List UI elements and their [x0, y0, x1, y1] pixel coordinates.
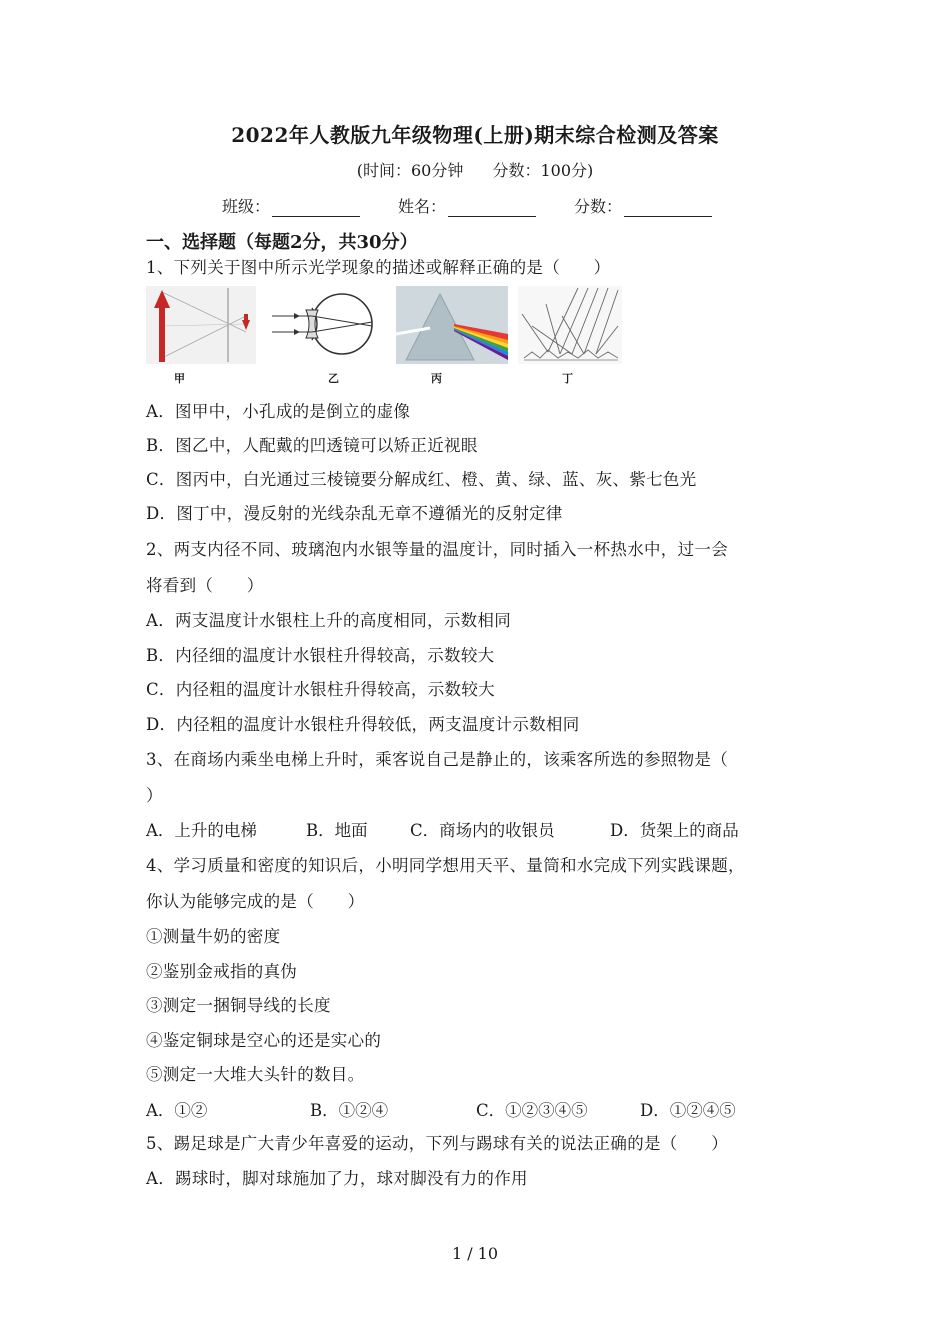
- q4-option-b[interactable]: B．①②④: [310, 1101, 389, 1120]
- q2-stem-line1: 2、两支内径不同、玻璃泡内水银等量的温度计，同时插入一杯热水中，过一会: [146, 540, 728, 559]
- q5-stem: 5、踢足球是广大青少年喜爱的运动，下列与踢球有关的说法正确的是（ ）: [146, 1134, 728, 1153]
- q2-option-a[interactable]: A．两支温度计水银柱上升的高度相同，示数相同: [146, 611, 512, 630]
- q3-option-c[interactable]: C．商场内的收银员: [410, 821, 555, 840]
- score-blank[interactable]: [624, 200, 712, 217]
- exam-subtitle: [0, 158, 950, 181]
- page-number: 1 / 10: [451, 1244, 499, 1263]
- q4-item-5: ⑤测定一大堆大头针的数目。: [146, 1065, 365, 1084]
- q4-item-2: ②鉴别金戒指的真伪: [146, 962, 298, 981]
- class-field[interactable]: [222, 194, 360, 217]
- name-blank[interactable]: [448, 200, 536, 217]
- prism-figure: [396, 286, 508, 364]
- q1-option-d[interactable]: D．图丁中，漫反射的光线杂乱无章不遵循光的反射定律: [146, 504, 563, 523]
- q4-option-c[interactable]: C．①②③④⑤: [476, 1101, 588, 1120]
- q2-option-b[interactable]: B．内径细的温度计水银柱升得较高，示数较大: [146, 646, 495, 665]
- pinhole-figure: [146, 286, 256, 364]
- q1-option-b[interactable]: B．图乙中，人配戴的凹透镜可以矫正近视眼: [146, 436, 478, 455]
- score-field[interactable]: [574, 194, 712, 217]
- name-field[interactable]: [398, 194, 536, 217]
- score-label: 分数：: [574, 197, 623, 216]
- figure-label-jia: 甲: [174, 372, 185, 385]
- student-info-row: [222, 194, 750, 217]
- q2-stem-line2: 将看到（ ）: [146, 576, 264, 595]
- q4-option-a[interactable]: A．①②: [146, 1101, 208, 1120]
- q1-stem: 1、下列关于图中所示光学现象的描述或解释正确的是（ ）: [146, 258, 611, 277]
- figure-label-bing: 丙: [431, 372, 442, 385]
- q1-option-c[interactable]: C．图丙中，白光通过三棱镜要分解成红、橙、黄、绿、蓝、灰、紫七色光: [146, 470, 697, 489]
- figure-label-ding: 丁: [562, 372, 573, 385]
- q3-option-d[interactable]: D．货架上的商品: [610, 821, 739, 840]
- name-label: 姓名：: [398, 197, 447, 216]
- eye-lens-figure: [270, 286, 380, 364]
- q1-option-a[interactable]: A．图甲中，小孔成的是倒立的虚像: [146, 402, 411, 421]
- time-info: (时间：60分钟: [356, 161, 464, 180]
- q4-item-1: ①测量牛奶的密度: [146, 927, 281, 946]
- q4-option-d[interactable]: D．①②④⑤: [640, 1101, 736, 1120]
- class-blank[interactable]: [272, 200, 360, 217]
- class-label: 班级：: [222, 197, 271, 216]
- q3-stem-line1: 3、在商场内乘坐电梯上升时，乘客说自己是静止的，该乘客所选的参照物是（: [146, 750, 728, 769]
- q3-option-b[interactable]: B．地面: [306, 821, 368, 840]
- q4-stem-line1: 4、学习质量和密度的知识后，小明同学想用天平、量筒和水完成下列实践课题，: [146, 856, 745, 875]
- q2-option-c[interactable]: C．内径粗的温度计水银柱升得较高，示数较大: [146, 680, 495, 699]
- figure-label-yi: 乙: [328, 372, 339, 385]
- page-title: 2022年人教版九年级物理(上册)期末综合检测及答案: [231, 123, 719, 147]
- q4-item-4: ④鉴定铜球是空心的还是实心的: [146, 1031, 382, 1050]
- q3-stem-line2: ）: [146, 786, 163, 805]
- q4-item-3: ③测定一捆铜导线的长度: [146, 996, 331, 1015]
- score-info: 分数：100分): [492, 161, 594, 180]
- diffuse-reflection-figure: [518, 286, 622, 364]
- q3-option-a[interactable]: A．上升的电梯: [146, 821, 257, 840]
- section-heading-choice: 一、选择题（每题2分，共30分）: [146, 232, 418, 253]
- q5-option-a[interactable]: A．踢球时，脚对球施加了力，球对脚没有力的作用: [146, 1169, 528, 1188]
- q4-stem-line2: 你认为能够完成的是（ ）: [146, 892, 365, 911]
- q2-option-d[interactable]: D．内径粗的温度计水银柱升得较低，两支温度计示数相同: [146, 715, 580, 734]
